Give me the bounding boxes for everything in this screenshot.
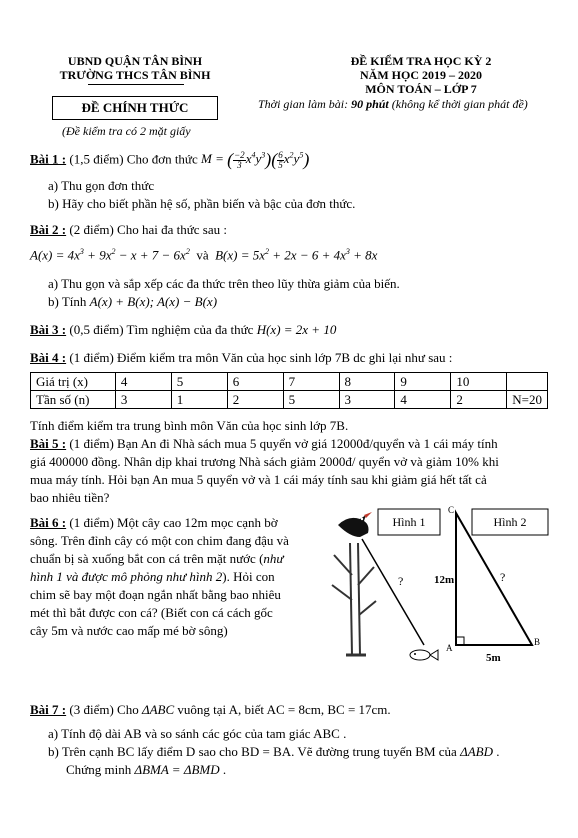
q4-task: Tính điểm kiểm tra trung bình môn Văn của học sinh lớp 7B. [30,418,349,433]
q6-line3: chuẩn bị sà xuống bắt con cá trên mặt nước (như [30,551,284,566]
figure-1-tree-bird-fish [328,505,444,665]
q6-line1: Bài 6 : (1 điểm) Một cây cao 12m mọc cạnh bờ [30,515,278,530]
q7-title: Bài 7 : (3 điểm) Cho ΔABC vuông tại A, biết AC = 8cm, BC = 17cm. [30,702,391,717]
figure-1-label: Hình 1 [392,515,426,529]
tree-icon [332,543,376,655]
q1-part-b: b) Hãy cho biết phần hệ số, phần biến và bậc của đơn thức. [48,196,356,211]
official-badge: ĐỀ CHÍNH THỨC [52,96,218,120]
q6-line7: cây 5m và nước cao mấp mé bờ sông) [30,623,228,638]
q7-part-b-proof: Chứng minh ΔBMA = ΔBMD . [66,762,227,777]
table-cell: 7 [283,373,339,391]
subject-grade: MÔN TOÁN – LỚP 7 [365,82,477,96]
q1-part-a: a) Thu gọn đơn thức [48,178,155,193]
header-divider [88,84,184,85]
table-cell: 5 [171,373,227,391]
table-cell: 3 [115,391,171,409]
table-cell: Tần số (n) [31,391,116,409]
table-cell: N=20 [507,391,548,409]
base-label: 5m [486,652,501,664]
height-label: 12m [434,574,455,586]
q6-line6: mét thì bắt được con cá? (Biết con cá cách gốc [30,605,273,620]
point-c-label: C [448,505,455,515]
q1-title: Bài 1 : (1,5 điểm) Cho đơn thức M = ( $\frac{-2}{3}$ $x^4y^3$)( $\frac{6}{5}$ $x^2y^5$) [30,150,310,170]
table-cell: 8 [339,373,395,391]
frequency-table [30,372,548,409]
table-cell [507,373,548,391]
table-cell: 3 [339,391,395,409]
time-info: Thời gian làm bài: 90 phút (không kể thời gian phát đề) [258,97,528,111]
point-b-label: B [534,637,541,647]
table-cell: 6 [227,373,283,391]
exam-title: ĐỀ KIỂM TRA HỌC KỲ 2 [350,54,492,68]
q5-line1: Bài 5 : (1 điểm) Bạn An đi Nhà sách mua 5 quyển vở giá 12000đ/quyển và 1 cái máy tính [30,436,498,451]
table-row [31,373,548,391]
point-a-label: A [446,643,453,653]
q2-part-b: b) Tính A(x) + B(x); A(x) − B(x) [48,294,218,309]
school-year: NĂM HỌC 2019 – 2020 [360,68,482,82]
figure-2-question: ? [500,570,506,584]
q7-part-a: a) Tính độ dài AB và so sánh các góc của tam giác ABC . [48,726,347,741]
table-cell: 4 [115,373,171,391]
table-cell: 9 [395,373,451,391]
table-cell: 1 [171,391,227,409]
table-cell: 2 [451,391,507,409]
q2-polynomials: $A(x) = 4x^3 + 9x^2 - x + 7 - 6x^2$ và $B(x) = 5x^2 + 2x - 6 + 4x^3 + 8x$ [30,247,378,263]
table-cell: 5 [283,391,339,409]
q6-line2: sông. Trên đỉnh cây có một con chim đang đậu và [30,533,289,548]
q6-line4: hình 1 và được mô phỏng như hình 2). Hỏi con [30,569,275,584]
figure-1-question: ? [398,574,404,588]
table-cell: 4 [395,391,451,409]
q3-title: Bài 3 : (0,5 điểm) Tìm nghiệm của đa thức H(x) = 2x + 10 [30,322,337,337]
table-cell: 10 [451,373,507,391]
flight-path-line [362,539,424,645]
table-cell: 2 [227,391,283,409]
figure-2-right-triangle [432,505,552,665]
q7-part-b: b) Trên cạnh BC lấy điểm D sao cho BD = BA. Vẽ đường trung tuyến BM của ΔABD . [48,744,500,759]
q6-line5: chim sẽ bay một đoạn ngắn nhất bằng bao nhiêu [30,587,281,602]
q1-monomial: M = ( $\frac{-2}{3}$ $x^4y^3$)( $\frac{6}{5}$ $x^2y^5$) [201,150,310,170]
table-row [31,391,548,409]
table-cell: Giá trị (x) [31,373,116,391]
q4-title: Bài 4 : (1 điểm) Điểm kiểm tra môn Văn của học sinh lớp 7B dc ghi lại như sau : [30,350,453,365]
q5-line4: bao nhiêu tiền? [30,490,110,505]
school-name: TRƯỜNG THCS TÂN BÌNH [59,68,211,82]
school-district: UBND QUẬN TÂN BÌNH [67,54,203,68]
q2-part-a: a) Thu gọn và sắp xếp các đa thức trên theo lũy thừa giảm của biến. [48,276,400,291]
q5-line2: giá 400000 đồng. Nhân dịp khai trương Nhà sách giảm 2000đ/ quyển vở và giảm 10% khi [30,454,499,469]
right-angle-mark [456,637,464,645]
q2-title: Bài 2 : (2 điểm) Cho hai đa thức sau : [30,222,227,237]
q5-line3: mua máy tính. Hỏi bạn An mua 5 quyển vở và 1 cái máy tính sau khi giảm giá hết tất cả [30,472,487,487]
pages-note: (Đề kiểm tra có 2 mặt giấy [62,124,191,138]
figure-2-label: Hình 2 [493,515,527,529]
bird-icon [338,512,372,537]
